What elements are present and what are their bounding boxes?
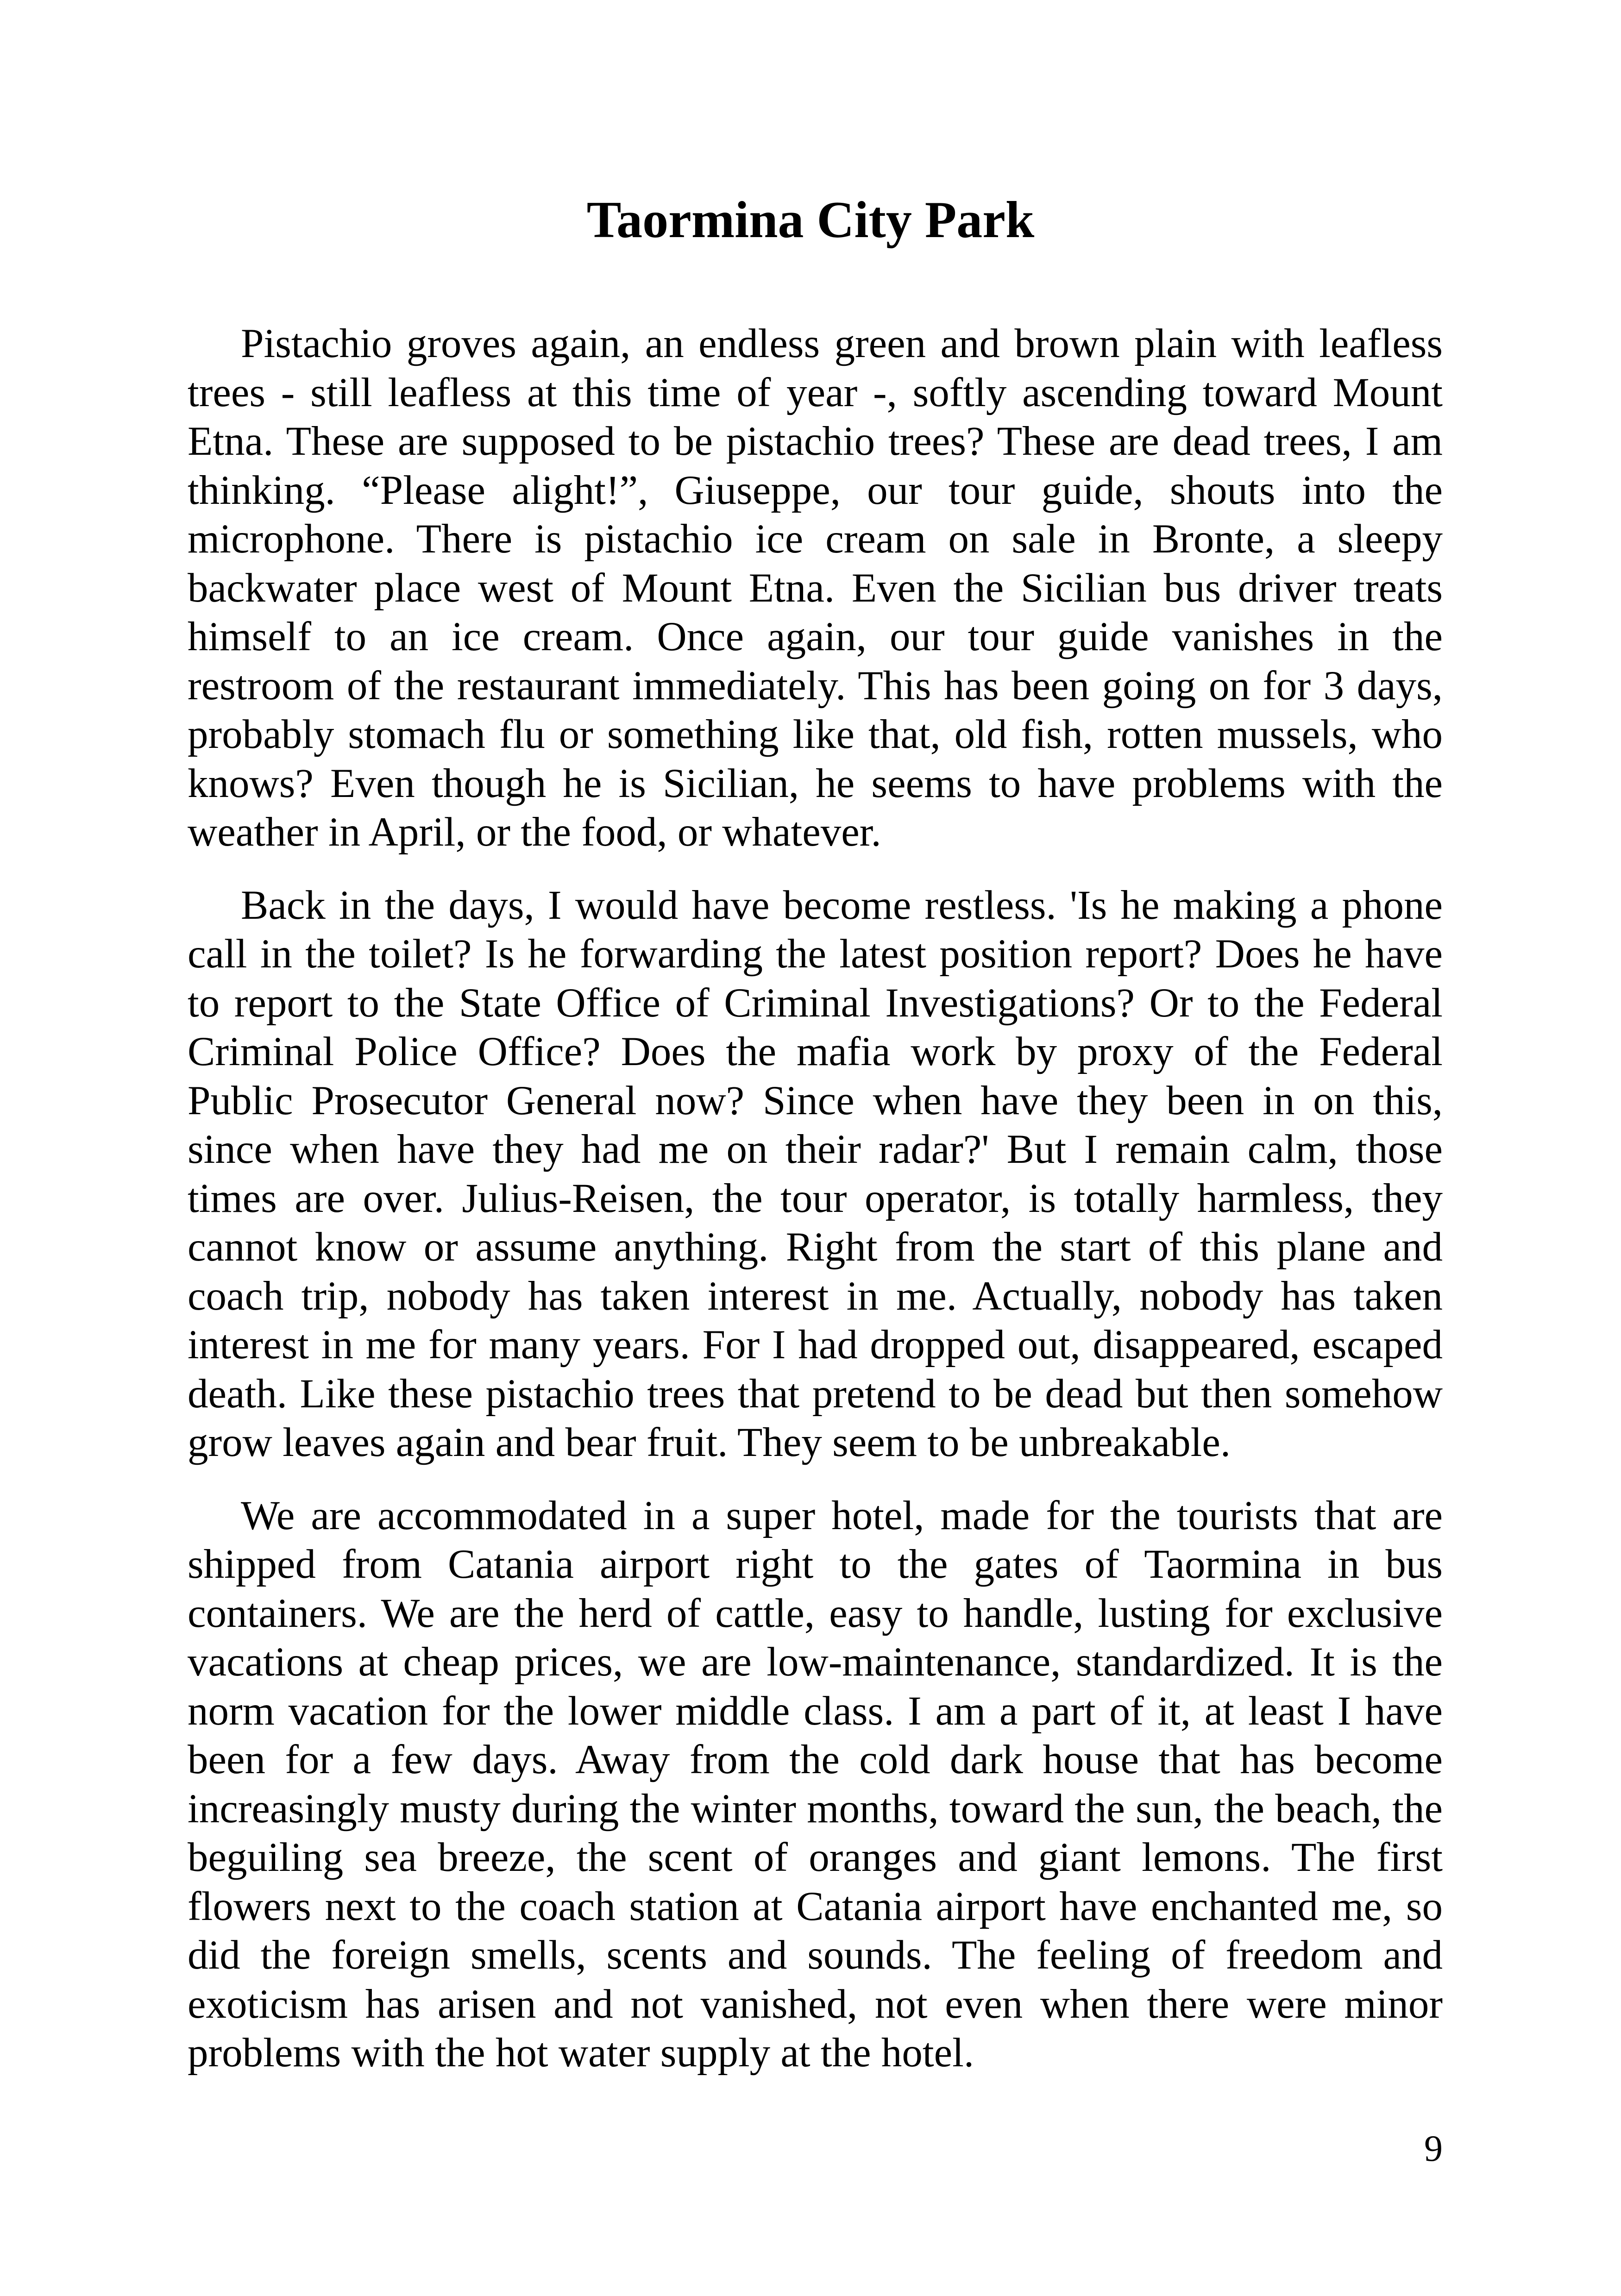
chapter-title: Taormina City Park: [586, 191, 1035, 249]
paragraph-1: Pistachio groves again, an endless green and brown plain with leafless trees - still leafless at this time of year -, softly ascending toward Mount Etna. These are supposed to be pistachio trees? These are dead trees, I am thinking. “Please alight!”, Giuseppe, our tour guide, shouts into the microphone. There is pistachio ice cream on sale in Bronte, a sleepy backwater place west of Mount Etna. Even the Sicilian bus driver treats himself to an ice cream. Once again, our tour guide vanishes in the restroom of the restaurant immediately. This has been going on for 3 days, probably stomach flu or something like that, old fish, rotten mussels, who knows? Even though he is Sicilian, he seems to have problems with the weather in April, or the food, or whatever.: [188, 321, 1443, 855]
chapter-body: [188, 320, 1443, 2102]
page-number: 9: [1424, 2128, 1443, 2169]
paragraph-3: We are accommodated in a super hotel, made for the tourists that are shipped from Catania airport right to the gates of Taormina in bus containers. We are the herd of cattle, easy to handle, lusting for exclusive vacations at cheap prices, we are low-maintenance, standardized. It is the norm vacation for the lower middle class. I am a part of it, at least I have been for a few days. Away from the cold dark house that has become increasingly musty during the winter months, toward the sun, the beach, the beguiling sea breeze, the scent of oranges and giant lemons. The first flowers next to the coach station at Catania airport have enchanted me, so did the foreign smells, scents and sounds. The feeling of freedom and exoticism has arisen and not vanished, not even when there were minor problems with the hot water supply at the hotel.: [188, 1493, 1443, 2076]
paragraph-2: Back in the days, I would have become restless. 'Is he making a phone call in the toilet? Is he forwarding the latest position report? Does he have to report to the State Office of Criminal Investigations? Or to the Federal Criminal Police Office? Does the mafia work by proxy of the Federal Public Prosecutor General now? Since when have they been in on this, since when have they had me on their radar?' But I remain calm, those times are over. Julius-Reisen, the tour operator, is totally harmless, they cannot know or assume anything. Right from the start of this plane and coach trip, nobody has taken interest in me. Actually, nobody has taken interest in me for many years. For I had dropped out, disappeared, escaped death. Like these pistachio trees that pretend to be dead but then somehow grow leaves again and bear fruit. They seem to be unbreakable.: [188, 882, 1443, 1465]
